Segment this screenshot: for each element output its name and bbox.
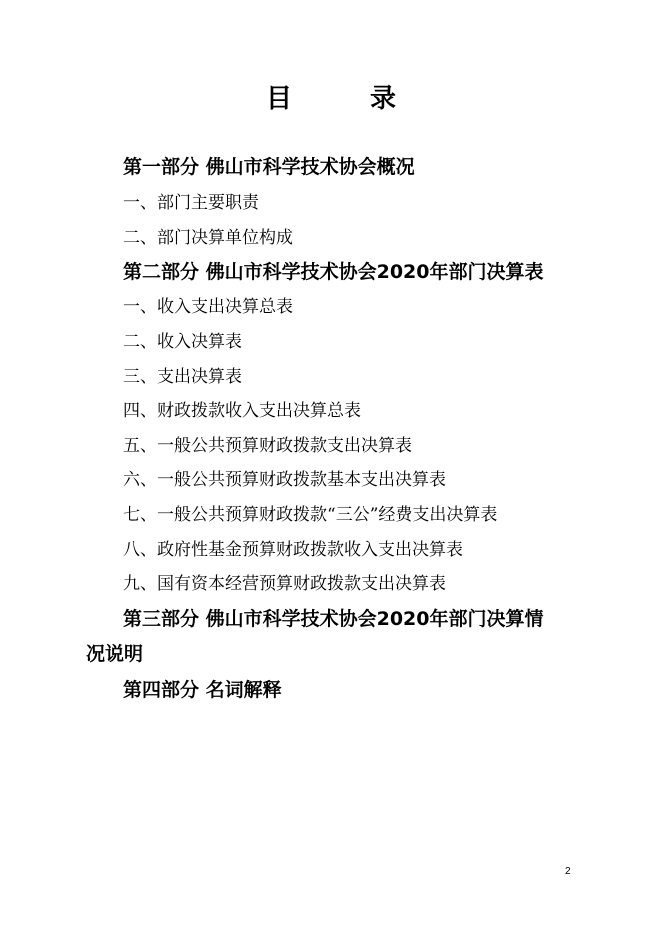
title-char-mu: 目 — [265, 84, 292, 114]
toc-part-3-heading-line-2: 况说明 — [86, 643, 144, 665]
toc-part-3-heading-line-1: 第三部分 佛山市科学技术协会2020年部门决算情 — [123, 608, 544, 630]
toc-part-1-heading: 第一部分 佛山市科学技术协会概况 — [123, 156, 415, 178]
toc-part-2-item-4: 四、财政拨款收入支出决算总表 — [123, 401, 361, 421]
toc-part-2-item-5: 五、一般公共预算财政拨款支出决算表 — [123, 436, 412, 456]
toc-part-1-item-1: 一、部门主要职责 — [123, 193, 259, 213]
page-title — [0, 82, 662, 116]
page-number: 2 — [565, 866, 571, 877]
toc-part-2-item-6: 六、一般公共预算财政拨款基本支出决算表 — [123, 470, 446, 490]
toc-part-4-heading: 第四部分 名词解释 — [123, 679, 282, 701]
toc-part-1-item-2: 二、部门决算单位构成 — [123, 228, 293, 248]
toc-part-2-item-2: 二、收入决算表 — [123, 332, 242, 352]
title-char-lu: 录 — [370, 84, 397, 114]
toc-part-2-item-1: 一、收入支出决算总表 — [123, 297, 293, 317]
toc-part-2-item-7: 七、一般公共预算财政拨款“三公”经费支出决算表 — [123, 505, 498, 525]
toc-part-2-heading: 第二部分 佛山市科学技术协会2020年部门决算表 — [123, 261, 544, 283]
toc-part-2-item-9: 九、国有资本经营预算财政拨款支出决算表 — [123, 574, 446, 594]
toc-part-2-item-3: 三、支出决算表 — [123, 367, 242, 387]
toc-part-2-item-8: 八、政府性基金预算财政拨款收入支出决算表 — [123, 540, 463, 560]
